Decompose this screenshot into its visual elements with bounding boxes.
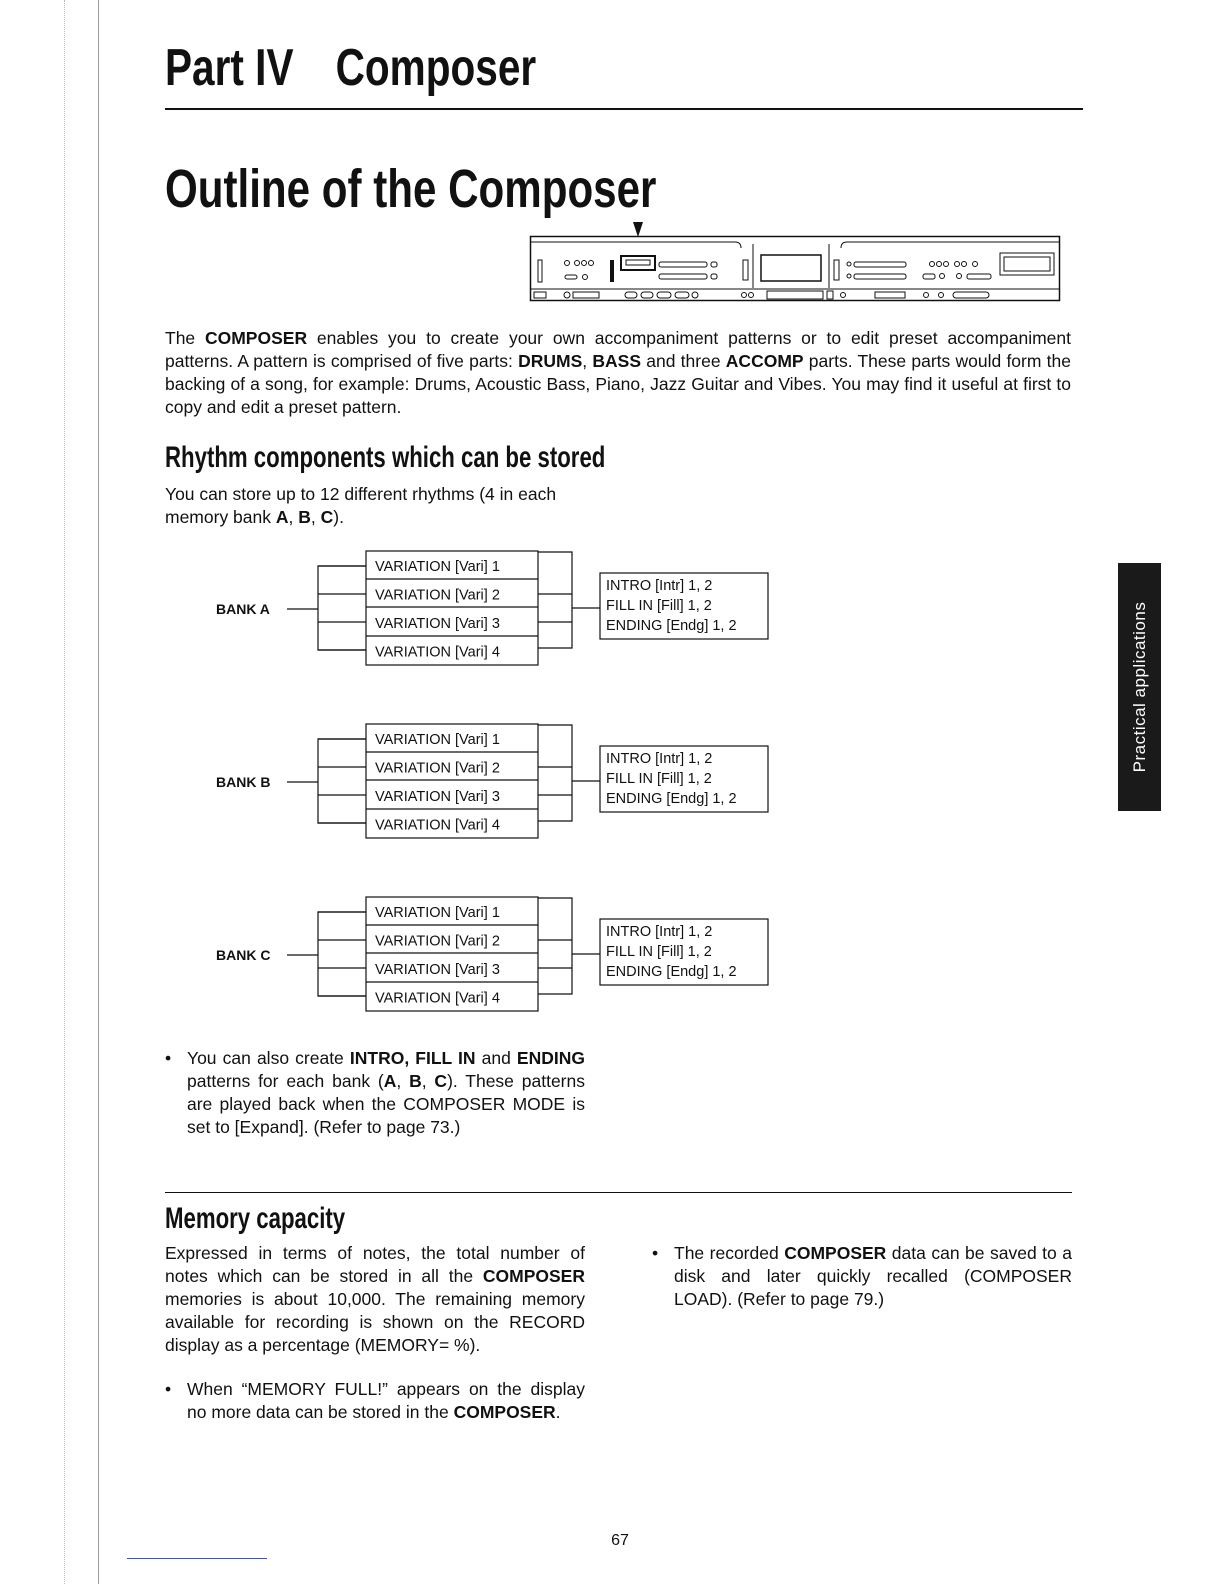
rhythm-heading: Rhythm components which can be stored (165, 441, 606, 474)
page-title: Outline of the Composer (165, 159, 657, 219)
extras-box (600, 919, 768, 985)
right-bracket (538, 725, 572, 821)
bank-label: BANK A (216, 601, 270, 617)
left-bracket (318, 912, 366, 996)
side-tab-label: Practical applications (1129, 601, 1149, 773)
variation-cell: VARIATION [Vari] 4 (375, 990, 500, 1007)
part-heading (165, 38, 536, 98)
variation-cell: VARIATION [Vari] 3 (375, 962, 500, 978)
section-rule (165, 1192, 1072, 1193)
heading-rule (165, 108, 1083, 110)
bank-label: BANK B (216, 774, 271, 790)
rhythm-bullet-text: You can also create INTRO, FILL IN and ENDING patterns for each bank (A, B, C). These patterns are played back when the COMPOSER MODE is set to [Expand]. (Refer to page 73.) (187, 1048, 585, 1137)
extras-item: FILL IN [Fill] 1, 2 (606, 771, 712, 787)
page-number: 67 (611, 1532, 629, 1549)
rhythm-bullet (165, 1047, 585, 1139)
extras-item: INTRO [Intr] 1, 2 (606, 751, 713, 767)
variation-cell: VARIATION [Vari] 4 (375, 644, 500, 661)
bank-diagram (200, 549, 800, 674)
extras-item: INTRO [Intr] 1, 2 (606, 578, 713, 594)
extras-item: ENDING [Endg] 1, 2 (606, 964, 737, 980)
extras-item: ENDING [Endg] 1, 2 (606, 618, 737, 634)
part-label: Part IV (165, 39, 294, 97)
variation-cell: VARIATION [Vari] 2 (375, 587, 500, 604)
left-bracket (318, 739, 366, 823)
memory-heading: Memory capacity (165, 1202, 346, 1235)
memory-bullet-1-text: When “MEMORY FULL!” appears on the display no more data can be stored in the COMPOSER. (187, 1379, 585, 1422)
extras-box (600, 746, 768, 812)
control-panel-illustration (529, 222, 1061, 304)
bank-diagram (200, 895, 800, 1020)
variation-cell: VARIATION [Vari] 2 (375, 760, 500, 777)
extras-item: FILL IN [Fill] 1, 2 (606, 598, 712, 614)
variation-cell: VARIATION [Vari] 4 (375, 817, 500, 834)
right-bracket (538, 898, 572, 994)
variation-cell: VARIATION [Vari] 1 (375, 905, 500, 921)
memory-paragraph: Expressed in terms of notes, the total number of notes which can be stored in all the COMPOSER memories is about 10,000. The remaining memory available for recording is shown on the RECORD display as a percentage (MEMORY= %). (165, 1243, 585, 1355)
bank-label: BANK C (216, 947, 271, 963)
extras-box (600, 573, 768, 639)
memory-bullet-2 (652, 1242, 1072, 1311)
bullet-icon: • (165, 1379, 172, 1399)
pointer-arrow-icon (633, 222, 643, 237)
section-side-tab (1118, 563, 1161, 811)
rhythm-intro-text: You can store up to 12 different rhythms (4 in each memory bank A, B, C). (165, 484, 557, 527)
display-screen (761, 255, 821, 281)
footer-rule (127, 1558, 267, 1559)
variation-cell: VARIATION [Vari] 3 (375, 616, 500, 632)
margin-dotted-rule (64, 0, 66, 1584)
variation-table (366, 724, 538, 838)
variation-cell: VARIATION [Vari] 1 (375, 559, 500, 575)
variation-cell: VARIATION [Vari] 1 (375, 732, 500, 748)
variation-cell: VARIATION [Vari] 3 (375, 789, 500, 805)
bullet-icon: • (652, 1243, 659, 1263)
memory-bullet-1 (165, 1378, 585, 1424)
variation-cell: VARIATION [Vari] 2 (375, 933, 500, 950)
margin-rule (98, 0, 99, 1584)
right-bracket (538, 552, 572, 648)
extras-item: INTRO [Intr] 1, 2 (606, 924, 713, 940)
left-bracket (318, 566, 366, 650)
extras-item: FILL IN [Fill] 1, 2 (606, 944, 712, 960)
variation-table (366, 551, 538, 665)
memory-bullet-2-text: The recorded COMPOSER data can be saved to a disk and later quickly recalled (COMPOSER LOAD). (Refer to page 79.) (674, 1243, 1072, 1309)
extras-item: ENDING [Endg] 1, 2 (606, 791, 737, 807)
variation-table (366, 897, 538, 1011)
bullet-icon: • (165, 1048, 172, 1068)
intro-paragraph: The COMPOSER enables you to create your own accompaniment patterns or to edit preset accompaniment patterns. A pattern is comprised of five parts: DRUMS, BASS and three ACCOMP parts. These parts would form the backing of a song, for example: Drums, Acoustic Bass, Piano, Jazz Guitar and Vibes. You may find it useful at first to copy and edit a preset pattern. (165, 328, 1072, 417)
bank-diagram (200, 722, 800, 847)
part-name: Composer (335, 39, 537, 97)
